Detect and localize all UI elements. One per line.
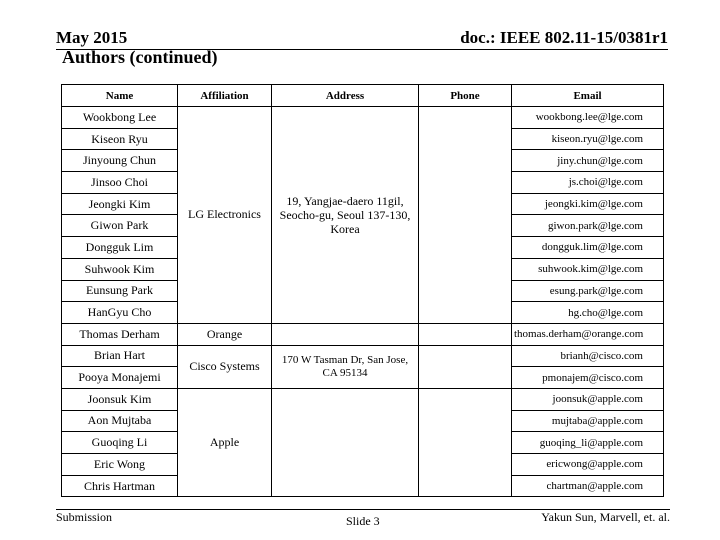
author-name: Eric Wong: [62, 454, 178, 476]
author-email: jiny.chun@lge.com: [512, 150, 664, 172]
author-email: js.choi@lge.com: [512, 172, 664, 194]
address-cell: [272, 323, 419, 345]
affiliation-cell: Cisco Systems: [178, 345, 272, 388]
footer-submission: Submission: [56, 510, 113, 524]
table-row: [62, 388, 664, 410]
author-email: giwon.park@lge.com: [512, 215, 664, 237]
author-name: Giwon Park: [62, 215, 178, 237]
table-row: [62, 345, 664, 367]
address-cell: [272, 388, 419, 496]
author-name: Jinsoo Choi: [62, 172, 178, 194]
affiliation-cell: LG Electronics: [178, 107, 272, 324]
author-name: Kiseon Ryu: [62, 128, 178, 150]
author-email: kiseon.ryu@lge.com: [512, 128, 664, 150]
table-header-row: [62, 85, 664, 107]
author-name: Joonsuk Kim: [62, 388, 178, 410]
author-email: thomas.derham@orange.com: [512, 323, 664, 345]
slide-title: Authors (continued): [62, 47, 218, 67]
table-row: [62, 323, 664, 345]
author-name: Thomas Derham: [62, 323, 178, 345]
author-email: wookbong.lee@lge.com: [512, 107, 664, 129]
header-date: May 2015: [56, 28, 128, 47]
phone-cell: [419, 323, 512, 345]
author-email: chartman@apple.com: [512, 475, 664, 497]
author-email: ericwong@apple.com: [512, 454, 664, 476]
address-cell: 19, Yangjae-daero 11gil, Seocho-gu, Seoul 137-130, Korea: [272, 107, 419, 324]
author-name: Wookbong Lee: [62, 107, 178, 129]
phone-cell: [419, 107, 512, 324]
col-header-address: Address: [272, 85, 419, 107]
col-header-name: Name: [62, 85, 178, 107]
footer-authors: Yakun Sun, Marvell, et. al.: [541, 510, 670, 524]
phone-cell: [419, 345, 512, 388]
author-name: HanGyu Cho: [62, 302, 178, 324]
author-email: guoqing_li@apple.com: [512, 432, 664, 454]
affiliation-cell: Orange: [178, 323, 272, 345]
col-header-phone: Phone: [419, 85, 512, 107]
author-email: esung.park@lge.com: [512, 280, 664, 302]
author-name: Suhwook Kim: [62, 258, 178, 280]
address-cell: 170 W Tasman Dr, San Jose, CA 95134: [272, 345, 419, 388]
author-name: Dongguk Lim: [62, 237, 178, 259]
author-email: brianh@cisco.com: [512, 345, 664, 367]
header-doc-id: doc.: IEEE 802.11-15/0381r1: [460, 28, 668, 47]
authors-table-container: [61, 84, 663, 496]
author-name: Pooya Monajemi: [62, 367, 178, 389]
author-name: Jeongki Kim: [62, 193, 178, 215]
author-email: jeongki.kim@lge.com: [512, 193, 664, 215]
author-name: Chris Hartman: [62, 475, 178, 497]
author-email: hg.cho@lge.com: [512, 302, 664, 324]
author-email: dongguk.lim@lge.com: [512, 237, 664, 259]
col-header-affiliation: Affiliation: [178, 85, 272, 107]
author-email: pmonajem@cisco.com: [512, 367, 664, 389]
authors-table: [61, 84, 664, 497]
col-header-email: Email: [512, 85, 664, 107]
author-email: mujtaba@apple.com: [512, 410, 664, 432]
author-name: Jinyoung Chun: [62, 150, 178, 172]
author-email: suhwook.kim@lge.com: [512, 258, 664, 280]
author-name: Eunsung Park: [62, 280, 178, 302]
author-name: Guoqing Li: [62, 432, 178, 454]
author-email: joonsuk@apple.com: [512, 388, 664, 410]
table-row: [62, 107, 664, 129]
slide-number: Slide 3: [346, 514, 380, 528]
affiliation-cell: Apple: [178, 388, 272, 496]
phone-cell: [419, 388, 512, 496]
author-name: Brian Hart: [62, 345, 178, 367]
author-name: Aon Mujtaba: [62, 410, 178, 432]
